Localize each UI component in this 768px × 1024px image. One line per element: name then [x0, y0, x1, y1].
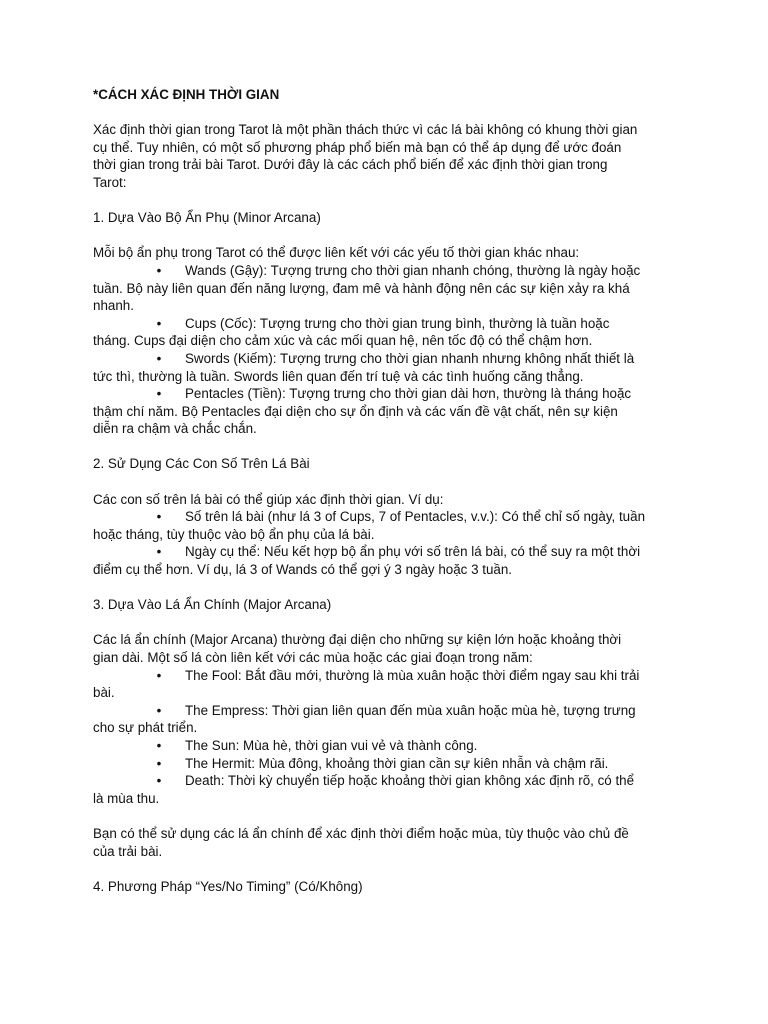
list-item-continuation: bài. — [93, 685, 115, 701]
section — [93, 596, 678, 878]
bullet-icon: • — [156, 773, 162, 789]
intro-line: thời gian trong trải bài Tarot. Dưới đây là các cách phổ biến để xác định thời gian trong — [93, 157, 608, 173]
list-item — [93, 262, 678, 315]
section-lead-line: Các con số trên lá bài có thể giúp xác định thời gian. Ví dụ: — [93, 491, 444, 507]
spacer — [93, 227, 678, 245]
list-item — [93, 737, 678, 755]
list-item-first-line — [93, 385, 678, 403]
list-item-text: Cups (Cốc): Tượng trưng cho thời gian trung bình, thường là tuần hoặc — [185, 315, 610, 331]
bullet-icon: • — [156, 350, 162, 366]
section-heading: 1. Dựa Vào Bộ Ẩn Phụ (Minor Arcana) — [93, 210, 321, 226]
list-item-first-line — [93, 702, 678, 720]
list-item — [93, 315, 678, 350]
section-heading: 3. Dựa Vào Lá Ẩn Chính (Major Arcana) — [93, 597, 332, 613]
list-item-first-line — [93, 772, 678, 790]
spacer — [93, 438, 678, 456]
list-item-text: The Sun: Mùa hè, thời gian vui vẻ và thành công. — [185, 737, 478, 753]
bullet-icon: • — [156, 544, 162, 560]
list-item-text: Ngày cụ thể: Nếu kết hợp bộ ẩn phụ với số trên lá bài, có thể suy ra một thời — [185, 544, 641, 560]
list-item-continuation: tháng. Cups đại diện cho cảm xúc và các mối quan hệ, nên tốc độ có thể chậm hơn. — [93, 333, 593, 349]
list-item-first-line — [93, 667, 678, 685]
section — [93, 878, 678, 896]
bullet-icon: • — [156, 262, 162, 278]
bullet-icon: • — [156, 315, 162, 331]
bullet-list — [93, 667, 678, 808]
section-heading: 2. Sử Dụng Các Con Số Trên Lá Bài — [93, 456, 310, 472]
list-item — [93, 702, 678, 737]
list-item-continuation: điểm cụ thể hơn. Ví dụ, lá 3 of Wands có thể gợi ý 3 ngày hoặc 3 tuần. — [93, 562, 513, 578]
list-item — [93, 755, 678, 773]
bullet-icon: • — [156, 737, 162, 753]
spacer — [93, 192, 678, 210]
section — [93, 209, 678, 455]
bullet-icon: • — [156, 702, 162, 718]
section-closing-line: Bạn có thể sử dụng các lá ẩn chính để xác định thời điểm hoặc mùa, tùy thuộc vào chủ đề — [93, 825, 629, 841]
list-item-continuation: tức thì, thường là tuần. Swords liên quan đến trí tuệ và các tình huống căng thẳng. — [93, 368, 584, 384]
section-heading: 4. Phương Pháp “Yes/No Timing” (Có/Không) — [93, 878, 363, 894]
spacer — [93, 807, 678, 825]
list-item-text: Số trên lá bài (như lá 3 of Cups, 7 of Pentacles, v.v.): Có thể chỉ số ngày, tuần — [185, 509, 646, 525]
list-item-text: The Hermit: Mùa đông, khoảng thời gian cần sự kiên nhẫn và chậm rãi. — [185, 755, 609, 771]
list-item-text: Death: Thời kỳ chuyển tiếp hoặc khoảng thời gian không xác định rõ, có thể — [185, 773, 635, 789]
list-item-text: Pentacles (Tiền): Tượng trưng cho thời gian dài hơn, thường là tháng hoặc — [185, 386, 632, 402]
list-item-continuation: thậm chí năm. Bộ Pentacles đại diện cho sự ổn định và các vấn đề vật chất, nên sự kiện — [93, 403, 618, 419]
list-item-continuation: hoặc tháng, tùy thuộc vào bộ ẩn phụ của lá bài. — [93, 526, 375, 542]
spacer — [93, 104, 678, 122]
section-lead-line: gian dài. Một số lá còn liên kết với các mùa hoặc các giai đoạn trong năm: — [93, 650, 533, 665]
list-item — [93, 772, 678, 807]
spacer — [93, 860, 678, 878]
list-item-first-line — [93, 737, 678, 755]
section-lead-line: Các lá ẩn chính (Major Arcana) thường đại diện cho những sự kiện lớn hoặc khoảng thời — [93, 632, 622, 648]
spacer — [93, 614, 678, 632]
spacer — [93, 473, 678, 491]
list-item-first-line — [93, 262, 678, 280]
list-item-first-line — [93, 350, 678, 368]
section-closing-line: của trải bài. — [93, 843, 163, 859]
bullet-icon: • — [156, 755, 162, 771]
bullet-icon: • — [156, 386, 162, 402]
list-item-first-line — [93, 543, 678, 561]
list-item-text: The Fool: Bắt đầu mới, thường là mùa xuân hoặc thời điểm ngay sau khi trải — [185, 667, 640, 683]
bullet-list — [93, 508, 678, 578]
list-item — [93, 385, 678, 438]
list-item-first-line — [93, 755, 678, 773]
list-item-first-line — [93, 315, 678, 333]
list-item-text: Swords (Kiếm): Tượng trưng cho thời gian nhanh nhưng không nhất thiết là — [185, 350, 635, 366]
list-item-continuation: nhanh. — [93, 298, 134, 314]
list-item-continuation: diễn ra chậm và chắc chắn. — [93, 421, 257, 437]
bullet-list — [93, 262, 678, 438]
list-item — [93, 350, 678, 385]
sections-container — [93, 209, 678, 895]
list-item — [93, 543, 678, 578]
document-title: *CÁCH XÁC ĐỊNH THỜI GIAN — [93, 87, 280, 102]
intro-line: Tarot: — [93, 174, 127, 190]
list-item-text: The Empress: Thời gian liên quan đến mùa xuân hoặc mùa hè, tượng trưng — [185, 702, 636, 718]
intro-paragraph — [93, 121, 678, 191]
intro-line: Xác định thời gian trong Tarot là một phần thách thức vì các lá bài không có khung thời gian — [93, 122, 638, 138]
list-item-first-line — [93, 508, 678, 526]
bullet-icon: • — [156, 509, 162, 525]
list-item-continuation: là mùa thu. — [93, 790, 160, 806]
list-item — [93, 667, 678, 702]
spacer — [93, 579, 678, 597]
section-lead-line: Mỗi bộ ẩn phụ trong Tarot có thể được liên kết với các yếu tố thời gian khác nhau: — [93, 245, 580, 261]
section — [93, 455, 678, 596]
list-item — [93, 508, 678, 543]
list-item-continuation: tuần. Bộ này liên quan đến năng lượng, đam mê và hành động nên các sự kiện xảy ra khá — [93, 280, 630, 296]
intro-line: cụ thể. Tuy nhiên, có một số phương pháp phổ biến mà bạn có thể áp dụng để ước đoán — [93, 139, 622, 155]
list-item-text: Wands (Gậy): Tượng trưng cho thời gian nhanh chóng, thường là ngày hoặc — [185, 262, 641, 278]
list-item-continuation: cho sự phát triển. — [93, 720, 198, 736]
document-page — [93, 86, 678, 895]
bullet-icon: • — [156, 667, 162, 683]
